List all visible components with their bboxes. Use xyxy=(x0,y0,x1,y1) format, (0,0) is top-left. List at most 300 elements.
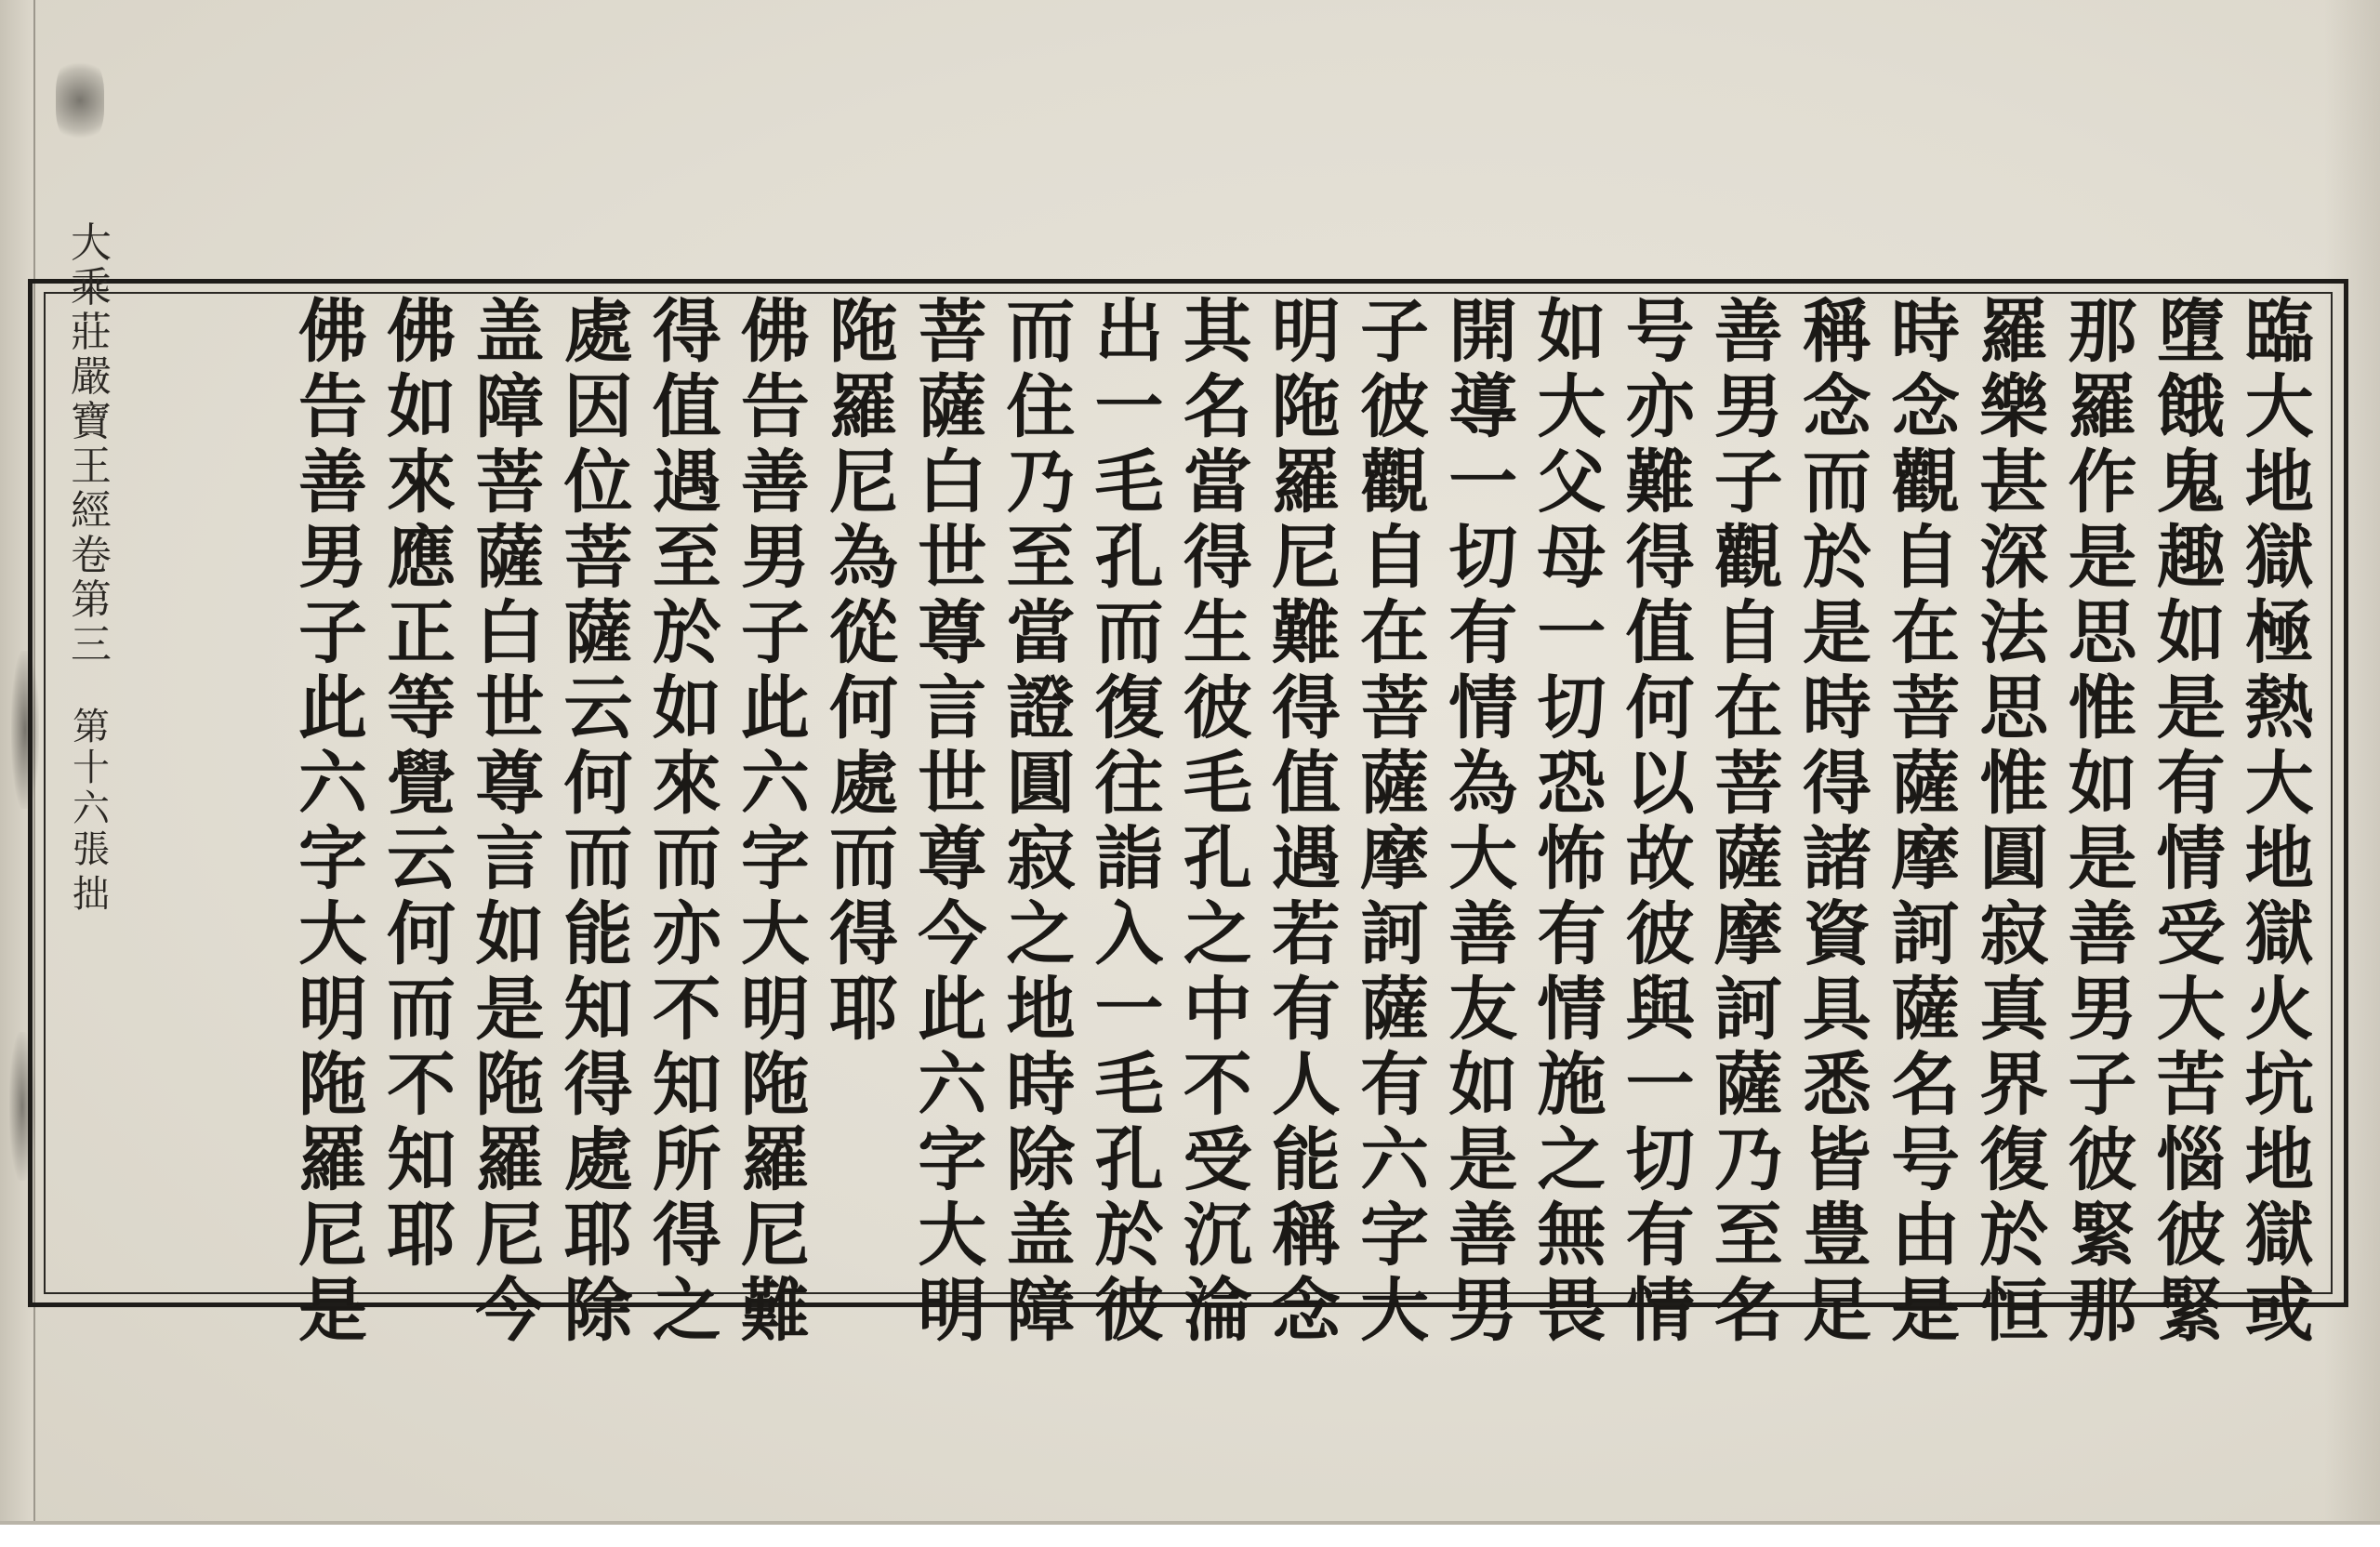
text-character: 大 xyxy=(1360,1271,1430,1351)
margin-character: 經 xyxy=(71,487,112,535)
text-character: 名 xyxy=(1713,1271,1783,1351)
text-character: 陁 xyxy=(1271,367,1341,447)
text-character: 是 xyxy=(1802,593,1871,673)
text-character: 稱 xyxy=(1271,1196,1341,1276)
page-bottom-edge xyxy=(0,1521,2380,1525)
text-character: 名 xyxy=(1891,1045,1961,1125)
text-character: 豊 xyxy=(1802,1196,1871,1276)
text-character: 惟 xyxy=(2068,668,2137,748)
text-character: 切 xyxy=(1448,518,1518,598)
text-character: 情 xyxy=(1625,1271,1695,1351)
text-character: 是 xyxy=(2068,518,2137,598)
text-character: 薩 xyxy=(1713,819,1783,899)
text-character: 毛 xyxy=(1094,443,1164,522)
text-character: 男 xyxy=(298,518,367,598)
text-character: 復 xyxy=(1094,668,1164,748)
text-character: 如 xyxy=(1537,292,1606,372)
text-character: 陁 xyxy=(298,1045,367,1125)
text-character: 難 xyxy=(740,1271,810,1351)
text-character: 證 xyxy=(1006,668,1076,748)
text-character: 大 xyxy=(298,894,367,974)
text-character: 有 xyxy=(1448,593,1518,673)
text-character: 何 xyxy=(1625,668,1695,748)
text-column xyxy=(1443,292,1523,1351)
text-character: 彼 xyxy=(1094,1271,1164,1351)
text-character: 而 xyxy=(652,819,721,899)
text-column xyxy=(824,292,904,1289)
text-character: 一 xyxy=(1537,593,1606,673)
text-character: 自 xyxy=(1713,593,1783,673)
text-character: 惟 xyxy=(1979,744,2049,824)
text-character: 圓 xyxy=(1979,819,2049,899)
text-character: 佛 xyxy=(387,292,456,372)
text-character: 明 xyxy=(918,1271,987,1351)
text-character: 因 xyxy=(563,367,633,447)
text-character: 彼 xyxy=(2068,1120,2137,1200)
text-character: 得 xyxy=(1625,518,1695,598)
text-column xyxy=(1797,292,1877,1351)
text-column xyxy=(469,292,549,1351)
text-character: 字 xyxy=(1360,1196,1430,1276)
text-character: 羅 xyxy=(829,367,899,447)
text-character: 中 xyxy=(1183,970,1252,1050)
text-character: 恒 xyxy=(1979,1271,2049,1351)
text-character: 於 xyxy=(652,593,721,673)
text-character: 佛 xyxy=(298,292,367,372)
text-character: 而 xyxy=(563,819,633,899)
text-character: 覺 xyxy=(387,744,456,824)
text-character: 有 xyxy=(1537,894,1606,974)
text-character: 乃 xyxy=(1713,1120,1783,1200)
text-character: 應 xyxy=(387,518,456,598)
text-character: 子 xyxy=(1713,443,1783,522)
text-character: 乃 xyxy=(1006,443,1076,522)
text-character: 無 xyxy=(1537,1196,1606,1276)
text-character: 薩 xyxy=(1360,970,1430,1050)
text-character: 或 xyxy=(2244,1271,2314,1351)
text-character: 於 xyxy=(1802,518,1871,598)
text-character: 陁 xyxy=(475,1045,545,1125)
text-character: 墮 xyxy=(2156,292,2226,372)
text-character: 如 xyxy=(652,668,721,748)
text-character: 能 xyxy=(563,894,633,974)
text-character: 而 xyxy=(1802,443,1871,522)
text-character: 字 xyxy=(740,819,810,899)
text-character: 盖 xyxy=(475,292,545,372)
text-character: 菩 xyxy=(475,443,545,522)
text-character: 苦 xyxy=(2156,1045,2226,1125)
text-column xyxy=(1885,292,1965,1351)
text-character: 足 xyxy=(1802,1271,1871,1351)
text-character: 男 xyxy=(1448,1271,1518,1351)
text-character: 是 xyxy=(475,970,545,1050)
text-character: 羅 xyxy=(2068,367,2137,447)
text-character: 與 xyxy=(1625,970,1695,1050)
text-character: 住 xyxy=(1006,367,1076,447)
text-character: 佛 xyxy=(740,292,810,372)
text-character: 友 xyxy=(1448,970,1518,1050)
text-character: 入 xyxy=(1094,894,1164,974)
text-column xyxy=(647,292,727,1351)
text-character: 得 xyxy=(1183,518,1252,598)
text-character: 資 xyxy=(1802,894,1871,974)
text-character: 於 xyxy=(1094,1196,1164,1276)
text-character: 皆 xyxy=(1802,1120,1871,1200)
text-character: 悉 xyxy=(1802,1045,1871,1125)
text-character: 那 xyxy=(2068,1271,2137,1351)
text-character: 母 xyxy=(1537,518,1606,598)
text-column xyxy=(912,292,992,1351)
text-character: 有 xyxy=(1360,1045,1430,1125)
text-character: 如 xyxy=(387,367,456,447)
text-character: 時 xyxy=(1802,668,1871,748)
margin-character: 六 xyxy=(73,787,110,830)
text-character: 怖 xyxy=(1537,819,1606,899)
text-character: 菩 xyxy=(563,518,633,598)
text-character: 至 xyxy=(1006,518,1076,598)
text-character: 稱 xyxy=(1802,292,1871,372)
text-character: 尊 xyxy=(918,819,987,899)
text-character: 當 xyxy=(1006,593,1076,673)
text-character: 切 xyxy=(1537,668,1606,748)
text-character: 善 xyxy=(1448,1196,1518,1276)
text-character: 如 xyxy=(2068,744,2137,824)
text-character: 陁 xyxy=(829,292,899,372)
text-character: 至 xyxy=(652,518,721,598)
text-character: 摩 xyxy=(1713,894,1783,974)
text-character: 圓 xyxy=(1006,744,1076,824)
text-character: 大 xyxy=(2244,367,2314,447)
text-character: 大 xyxy=(1448,819,1518,899)
text-character: 菩 xyxy=(918,292,987,372)
text-character: 亦 xyxy=(1625,367,1695,447)
text-character: 大 xyxy=(2244,744,2314,824)
margin-character: 三 xyxy=(71,621,112,668)
text-character: 寂 xyxy=(1006,819,1076,899)
text-character: 大 xyxy=(1537,367,1606,447)
text-character: 孔 xyxy=(1094,1120,1164,1200)
text-character: 而 xyxy=(1094,593,1164,673)
text-character: 障 xyxy=(475,367,545,447)
text-character: 真 xyxy=(1979,970,2049,1050)
text-character: 坑 xyxy=(2244,1045,2314,1125)
text-character: 此 xyxy=(298,668,367,748)
text-character: 甚 xyxy=(1979,443,2049,522)
text-character: 大 xyxy=(740,894,810,974)
text-character: 如 xyxy=(1448,1045,1518,1125)
text-character: 云 xyxy=(387,819,456,899)
text-character: 故 xyxy=(1625,819,1695,899)
text-character: 思 xyxy=(1979,668,2049,748)
text-character: 來 xyxy=(652,744,721,824)
text-character: 知 xyxy=(652,1045,721,1125)
text-character: 作 xyxy=(2068,443,2137,522)
text-character: 男 xyxy=(1713,367,1783,447)
text-character: 等 xyxy=(387,668,456,748)
text-character: 值 xyxy=(652,367,721,447)
text-character: 尼 xyxy=(740,1196,810,1276)
text-character: 情 xyxy=(1537,970,1606,1050)
text-character: 彼 xyxy=(1360,367,1430,447)
text-character: 如 xyxy=(475,894,545,974)
text-character: 之 xyxy=(652,1271,721,1351)
text-character: 以 xyxy=(1625,744,1695,824)
margin-carver-mark: 拙 xyxy=(73,873,110,916)
text-character: 往 xyxy=(1094,744,1164,824)
text-character: 羅 xyxy=(1271,443,1341,522)
text-character: 位 xyxy=(563,443,633,522)
text-character: 白 xyxy=(918,443,987,522)
text-character: 男 xyxy=(740,518,810,598)
text-character: 深 xyxy=(1979,518,2049,598)
text-character: 得 xyxy=(652,292,721,372)
text-character: 毛 xyxy=(1094,1045,1164,1125)
text-character: 惱 xyxy=(2156,1120,2226,1200)
text-character: 尊 xyxy=(918,593,987,673)
text-character: 得 xyxy=(652,1196,721,1276)
margin-character: 張 xyxy=(73,828,110,871)
text-character: 受 xyxy=(1183,1120,1252,1200)
text-character: 除 xyxy=(1006,1120,1076,1200)
text-character: 有 xyxy=(2156,744,2226,824)
text-character: 耶 xyxy=(563,1196,633,1276)
text-character: 耶 xyxy=(387,1196,456,1276)
text-character: 告 xyxy=(740,367,810,447)
text-character: 在 xyxy=(1891,593,1961,673)
text-character: 能 xyxy=(1271,1120,1341,1200)
text-character: 世 xyxy=(475,668,545,748)
text-character: 耶 xyxy=(829,970,899,1050)
text-character: 一 xyxy=(1448,443,1518,522)
text-character: 何 xyxy=(829,668,899,748)
text-character: 畏 xyxy=(1537,1271,1606,1351)
text-character: 是 xyxy=(298,1271,367,1351)
text-character: 於 xyxy=(1979,1196,2049,1276)
text-character: 言 xyxy=(918,668,987,748)
text-character: 字 xyxy=(918,1120,987,1200)
text-character: 号 xyxy=(1891,1120,1961,1200)
text-character: 子 xyxy=(2068,1045,2137,1125)
text-character: 為 xyxy=(829,518,899,598)
text-column xyxy=(559,292,639,1351)
text-character: 觀 xyxy=(1360,443,1430,522)
text-character: 白 xyxy=(475,593,545,673)
text-character: 人 xyxy=(1271,1045,1341,1125)
text-character: 此 xyxy=(918,970,987,1050)
text-character: 尼 xyxy=(298,1196,367,1276)
text-character: 障 xyxy=(1006,1271,1076,1351)
text-character: 字 xyxy=(298,819,367,899)
text-character: 羅 xyxy=(298,1120,367,1200)
text-character: 之 xyxy=(1537,1120,1606,1200)
margin-character: 第 xyxy=(71,576,112,624)
text-character: 尼 xyxy=(829,443,899,522)
text-character: 盖 xyxy=(1006,1196,1076,1276)
text-character: 在 xyxy=(1360,593,1430,673)
text-character: 緊 xyxy=(2156,1271,2226,1351)
text-character: 那 xyxy=(2068,292,2137,372)
text-character: 明 xyxy=(298,970,367,1050)
text-character: 開 xyxy=(1448,292,1518,372)
text-character: 生 xyxy=(1183,593,1252,673)
text-column xyxy=(381,292,461,1289)
text-character: 何 xyxy=(563,744,633,824)
text-character: 不 xyxy=(1183,1045,1252,1125)
text-character: 彼 xyxy=(1625,894,1695,974)
text-character: 如 xyxy=(2156,593,2226,673)
text-character: 是 xyxy=(2068,819,2137,899)
text-character: 是 xyxy=(1891,1271,1961,1351)
margin-character: 第 xyxy=(73,706,110,748)
text-character: 具 xyxy=(1802,970,1871,1050)
text-character: 六 xyxy=(918,1045,987,1125)
text-column xyxy=(1974,292,2054,1351)
sutra-text-block xyxy=(293,292,2320,1351)
text-character: 得 xyxy=(563,1045,633,1125)
text-character: 訶 xyxy=(1360,894,1430,974)
text-character: 摩 xyxy=(1891,819,1961,899)
text-character: 六 xyxy=(1360,1120,1430,1200)
text-character: 法 xyxy=(1979,593,2049,673)
text-character: 自 xyxy=(1360,518,1430,598)
text-character: 善 xyxy=(2068,894,2137,974)
text-character: 世 xyxy=(918,744,987,824)
margin-character: 卷 xyxy=(71,532,112,579)
text-character: 獄 xyxy=(2244,1196,2314,1276)
text-character: 若 xyxy=(1271,894,1341,974)
text-character: 趣 xyxy=(2156,518,2226,598)
text-character: 遇 xyxy=(1271,819,1341,899)
text-character: 正 xyxy=(387,593,456,673)
text-character: 寂 xyxy=(1979,894,2049,974)
text-character: 火 xyxy=(2244,970,2314,1050)
text-character: 何 xyxy=(387,894,456,974)
ink-smudge xyxy=(56,56,104,145)
text-character: 觀 xyxy=(1891,443,1961,522)
text-character: 自 xyxy=(1891,518,1961,598)
text-column xyxy=(1620,292,1700,1351)
text-character: 毛 xyxy=(1183,744,1252,824)
text-character: 之 xyxy=(1183,894,1252,974)
text-character: 子 xyxy=(1360,292,1430,372)
margin-page-number xyxy=(63,707,119,870)
text-character: 言 xyxy=(475,819,545,899)
text-character: 在 xyxy=(1713,668,1783,748)
margin-character: 寶 xyxy=(71,398,112,445)
text-character: 為 xyxy=(1448,744,1518,824)
text-character: 薩 xyxy=(1360,744,1430,824)
text-character: 念 xyxy=(1891,367,1961,447)
text-character: 由 xyxy=(1891,1196,1961,1276)
margin-character: 十 xyxy=(73,747,110,789)
text-character: 善 xyxy=(298,443,367,522)
text-character: 緊 xyxy=(2068,1196,2137,1276)
text-character: 薩 xyxy=(1891,970,1961,1050)
text-character: 一 xyxy=(1094,970,1164,1050)
text-character: 餓 xyxy=(2156,367,2226,447)
text-character: 施 xyxy=(1537,1045,1606,1125)
text-character: 念 xyxy=(1271,1271,1341,1351)
text-character: 善 xyxy=(740,443,810,522)
text-character: 摩 xyxy=(1360,819,1430,899)
text-character: 恐 xyxy=(1537,744,1606,824)
text-column xyxy=(735,292,815,1351)
text-character: 至 xyxy=(1713,1196,1783,1276)
text-column xyxy=(1178,292,1258,1351)
text-character: 地 xyxy=(2244,1120,2314,1200)
text-character: 值 xyxy=(1625,593,1695,673)
text-character: 不 xyxy=(652,970,721,1050)
text-character: 父 xyxy=(1537,443,1606,522)
text-character: 薩 xyxy=(1891,744,1961,824)
text-column xyxy=(1266,292,1346,1351)
text-character: 彼 xyxy=(1183,668,1252,748)
text-character: 是 xyxy=(2156,668,2226,748)
text-character: 念 xyxy=(1802,367,1871,447)
text-character: 彼 xyxy=(2156,1196,2226,1276)
margin-character: 嚴 xyxy=(71,353,112,401)
text-character: 獄 xyxy=(2244,518,2314,598)
text-character: 而 xyxy=(387,970,456,1050)
text-character: 亦 xyxy=(652,894,721,974)
text-character: 淪 xyxy=(1183,1271,1252,1351)
text-character: 值 xyxy=(1271,744,1341,824)
text-character: 不 xyxy=(387,1045,456,1125)
text-character: 地 xyxy=(2244,443,2314,522)
text-character: 所 xyxy=(652,1120,721,1200)
text-character: 尼 xyxy=(1271,518,1341,598)
text-column xyxy=(1531,292,1611,1351)
margin-sutra-title xyxy=(63,221,119,668)
text-character: 薩 xyxy=(918,367,987,447)
text-character: 薩 xyxy=(563,593,633,673)
text-character: 知 xyxy=(387,1120,456,1200)
text-character: 地 xyxy=(1006,970,1076,1050)
text-character: 号 xyxy=(1625,292,1695,372)
text-character: 出 xyxy=(1094,292,1164,372)
text-character: 明 xyxy=(740,970,810,1050)
margin-character: 王 xyxy=(71,443,112,490)
text-column xyxy=(1355,292,1435,1351)
text-character: 告 xyxy=(298,367,367,447)
text-character: 善 xyxy=(1448,894,1518,974)
text-character: 今 xyxy=(475,1271,545,1351)
text-character: 菩 xyxy=(1891,668,1961,748)
text-column xyxy=(1709,292,1789,1351)
text-character: 大 xyxy=(2156,970,2226,1050)
text-character: 時 xyxy=(1006,1045,1076,1125)
text-character: 訶 xyxy=(1891,894,1961,974)
text-character: 菩 xyxy=(1713,744,1783,824)
text-character: 得 xyxy=(1802,744,1871,824)
text-character: 尼 xyxy=(475,1196,545,1276)
text-character: 處 xyxy=(563,1120,633,1200)
text-character: 界 xyxy=(1979,1045,2049,1125)
text-character: 極 xyxy=(2244,593,2314,673)
text-character: 情 xyxy=(1448,668,1518,748)
text-character: 沉 xyxy=(1183,1196,1252,1276)
text-character: 難 xyxy=(1271,593,1341,673)
text-character: 詣 xyxy=(1094,819,1164,899)
text-character: 孔 xyxy=(1094,518,1164,598)
text-character: 獄 xyxy=(2244,894,2314,974)
text-column xyxy=(1000,292,1080,1351)
text-character: 善 xyxy=(1713,292,1783,372)
text-column xyxy=(293,292,373,1351)
text-character: 有 xyxy=(1271,970,1341,1050)
margin-character: 莊 xyxy=(71,309,112,356)
text-character: 熱 xyxy=(2244,668,2314,748)
